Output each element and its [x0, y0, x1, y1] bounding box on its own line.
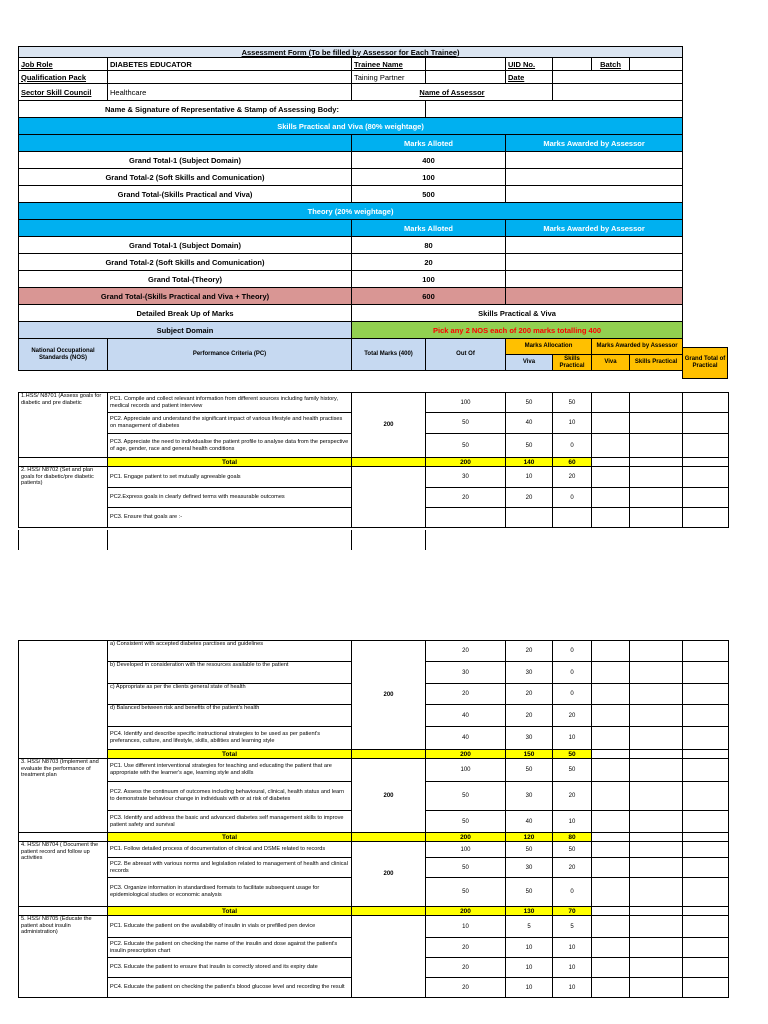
- skills-value: 20: [553, 705, 592, 727]
- total-blank: [352, 750, 426, 759]
- awarded-viva-cell[interactable]: [592, 662, 630, 684]
- skills-value: 50: [553, 393, 592, 413]
- out-of-value: [426, 508, 506, 528]
- awarded-viva-cell[interactable]: [592, 413, 630, 434]
- batch-value[interactable]: [630, 58, 683, 71]
- theory-row-value: 20: [352, 254, 506, 271]
- grand-total-cell[interactable]: [683, 938, 729, 958]
- out-of-value: 20: [426, 958, 506, 978]
- viva-value: 50: [506, 842, 553, 858]
- skills-value: 0: [553, 641, 592, 662]
- awarded-viva-cell[interactable]: [592, 727, 630, 750]
- awarded-skills-cell[interactable]: [630, 811, 683, 833]
- grand-total-cell[interactable]: [683, 916, 729, 938]
- uid-label: UID No.: [506, 58, 553, 71]
- total-out-of: 200: [426, 750, 506, 759]
- job-role-label: Job Role: [19, 58, 108, 71]
- pc-text: PC1. Educate the patient on the availability of insulin in vials or prefilled pen device: [108, 916, 352, 938]
- col-grand-total: [682, 347, 728, 379]
- nos-label: 3. HSS/ N8703 (Implement and evaluate the performance of treatment plan: [19, 759, 108, 833]
- out-of-value: 50: [426, 413, 506, 434]
- grand-total-cell[interactable]: [683, 393, 729, 413]
- awarded-viva-cell[interactable]: [592, 907, 630, 916]
- total-viva: 150: [506, 750, 553, 759]
- viva-value: 30: [506, 727, 553, 750]
- skills-value: 50: [553, 759, 592, 782]
- nos-total-marks: [352, 916, 426, 998]
- out-of-value: 30: [426, 467, 506, 488]
- batch-label: Batch: [592, 58, 630, 71]
- awarded-skills-cell[interactable]: [630, 684, 683, 705]
- nos-label: 2. HSS/ N8702 (Set and plan goals for diabetic/pre diabetic patients): [19, 467, 108, 528]
- awarded-viva-cell[interactable]: [592, 958, 630, 978]
- trainee-name-label: Trainee Name: [352, 58, 426, 71]
- viva-value: 30: [506, 782, 553, 811]
- out-of-value: 20: [426, 641, 506, 662]
- viva-value: 20: [506, 684, 553, 705]
- total-skills: 50: [553, 750, 592, 759]
- nos-total-marks: 200: [352, 759, 426, 833]
- grand-total-cell[interactable]: [683, 641, 729, 662]
- out-of-value: 30: [426, 662, 506, 684]
- pc-text: PC1. Use different interventional strategies for teaching and educating the patient that are appropriate with the learner's age, learning style and skills: [108, 759, 352, 782]
- skills-value: 0: [553, 684, 592, 705]
- skills-marks-awarded: Marks Awarded by Assessor: [506, 135, 683, 152]
- training-partner-label: Taining Partner: [352, 71, 426, 84]
- pc-text: PC1. Follow detailed process of documentation of clinical and DSME related to records: [108, 842, 352, 858]
- grand-total-cell[interactable]: [683, 508, 729, 528]
- awarded-viva-cell[interactable]: [592, 684, 630, 705]
- awarded-skills-cell[interactable]: [630, 938, 683, 958]
- awarded-viva-cell[interactable]: [592, 858, 630, 878]
- awarded-viva-cell[interactable]: [592, 434, 630, 458]
- pc-text: PC2. Educate the patient on checking the name of the insulin and dose against the patient's insulin prescription chart: [108, 938, 352, 958]
- trainee-name-value[interactable]: [426, 58, 506, 71]
- awarded-viva-cell[interactable]: [592, 641, 630, 662]
- page-1-continuation-lines: [18, 530, 728, 550]
- awarded-viva-cell[interactable]: [592, 393, 630, 413]
- awarded-skills-cell[interactable]: [630, 759, 683, 782]
- signature-label: Name & Signature of Representative & Stamp of Assessing Body:: [19, 101, 426, 118]
- awarded-skills-cell[interactable]: [630, 916, 683, 938]
- theory-blank: [19, 220, 352, 237]
- grand-total-awarded[interactable]: [506, 288, 683, 305]
- grand-total-cell[interactable]: [683, 833, 729, 842]
- total-label: Total: [108, 833, 352, 842]
- skills-value: 20: [553, 467, 592, 488]
- col-total-marks: Total Marks (400): [352, 339, 426, 371]
- nos-total-marks: [352, 467, 426, 528]
- awarded-skills-cell[interactable]: [630, 907, 683, 916]
- skills-value: 0: [553, 434, 592, 458]
- pc-text: c) Appropriate as per the clients general state of health: [108, 684, 352, 705]
- awarded-skills-cell[interactable]: [630, 750, 683, 759]
- pc-text: PC1. Engage patient to set mutually agreeable goals: [108, 467, 352, 488]
- skills-row-awarded[interactable]: [506, 169, 683, 186]
- grand-total-value: 600: [352, 288, 506, 305]
- awarded-skills-cell[interactable]: [630, 458, 683, 467]
- total-viva: 140: [506, 458, 553, 467]
- pc-text: d) Balanced between risk and benefits of the patient's health: [108, 705, 352, 727]
- out-of-value: 40: [426, 727, 506, 750]
- nos-blank: [19, 458, 108, 467]
- grand-total-cell[interactable]: [683, 458, 729, 467]
- theory-marks-awarded: Marks Awarded by Assessor: [506, 220, 683, 237]
- skills-value: 10: [553, 413, 592, 434]
- skills-value: [553, 508, 592, 528]
- total-skills: 70: [553, 907, 592, 916]
- viva-value: 50: [506, 878, 553, 907]
- theory-row-awarded[interactable]: [506, 254, 683, 271]
- skills-row-value: 400: [352, 152, 506, 169]
- date-value[interactable]: [553, 71, 683, 84]
- out-of-value: 50: [426, 811, 506, 833]
- skills-section-title: Skills Practical and Viva (80% weightage): [19, 118, 683, 135]
- viva-value: 50: [506, 434, 553, 458]
- awarded-viva-cell[interactable]: [592, 467, 630, 488]
- out-of-value: 20: [426, 938, 506, 958]
- pc-text: b) Developed in consideration with the resources available to the patient: [108, 662, 352, 684]
- col-awarded-viva: Viva: [592, 355, 630, 371]
- awarded-skills-cell[interactable]: [630, 641, 683, 662]
- theory-section-title: Theory (20% weightage): [19, 203, 683, 220]
- out-of-value: 50: [426, 858, 506, 878]
- out-of-value: 100: [426, 842, 506, 858]
- total-label: Total: [108, 750, 352, 759]
- total-label: Total: [108, 458, 352, 467]
- viva-value: 20: [506, 488, 553, 508]
- training-partner-value[interactable]: [426, 71, 506, 84]
- viva-value: 10: [506, 958, 553, 978]
- col-viva: Viva: [506, 355, 553, 371]
- job-role-value: DIABETES EDUCATOR: [108, 58, 352, 71]
- page-2-nos-table: [18, 640, 729, 998]
- grand-total-cell[interactable]: [683, 750, 729, 759]
- theory-row-value: 80: [352, 237, 506, 254]
- awarded-skills-cell[interactable]: [630, 858, 683, 878]
- viva-value: 30: [506, 858, 553, 878]
- col-marks-allocation: Marks Allocation: [506, 339, 592, 355]
- skills-blank: [19, 135, 352, 152]
- skills-row-label: Grand Total-1 (Subject Domain): [19, 152, 352, 169]
- total-blank: [352, 907, 426, 916]
- awarded-viva-cell[interactable]: [592, 705, 630, 727]
- awarded-skills-cell[interactable]: [630, 833, 683, 842]
- col-awarded-skills: Skills Practical: [630, 355, 683, 371]
- skills-marks-alloted: Marks Alloted: [352, 135, 506, 152]
- grand-total-cell[interactable]: [683, 878, 729, 907]
- grand-total-cell[interactable]: [683, 907, 729, 916]
- skills-value: 0: [553, 488, 592, 508]
- out-of-value: 10: [426, 916, 506, 938]
- ssc-label: Sector Skill Council: [19, 84, 108, 101]
- qualification-pack-value[interactable]: [108, 71, 352, 84]
- pc-text: a) Consistent with accepted diabetes parctises and guidelines: [108, 641, 352, 662]
- total-out-of: 200: [426, 833, 506, 842]
- qualification-pack-label: Qualification Pack: [19, 71, 108, 84]
- skills-value: 20: [553, 858, 592, 878]
- out-of-value: 20: [426, 684, 506, 705]
- col-marks-awarded: Marks Awarded by Assessor: [592, 339, 683, 355]
- page-1-nos-table: [18, 392, 729, 528]
- awarded-skills-cell[interactable]: [630, 727, 683, 750]
- skills-value: 5: [553, 916, 592, 938]
- theory-row-label: Grand Total-2 (Soft Skills and Comunication): [19, 254, 352, 271]
- skills-row-value: 100: [352, 169, 506, 186]
- pc-text: PC1. Compile and collect relevant information from different sources including family history, medical records and patient interview: [108, 393, 352, 413]
- grand-total-cell[interactable]: [683, 727, 729, 750]
- skills-value: 20: [553, 782, 592, 811]
- grand-total-cell[interactable]: [683, 684, 729, 705]
- grand-total-cell[interactable]: [683, 488, 729, 508]
- nos-label: [19, 641, 108, 759]
- awarded-skills-cell[interactable]: [630, 782, 683, 811]
- awarded-viva-cell[interactable]: [592, 782, 630, 811]
- out-of-value: 40: [426, 705, 506, 727]
- total-blank: [352, 458, 426, 467]
- awarded-skills-cell[interactable]: [630, 508, 683, 528]
- awarded-viva-cell[interactable]: [592, 488, 630, 508]
- date-label: Date: [506, 71, 553, 84]
- awarded-skills-cell[interactable]: [630, 434, 683, 458]
- pc-text: PC4. Educate the patient on checking the patient's blood glucose level and recording the result: [108, 978, 352, 998]
- theory-row-awarded[interactable]: [506, 237, 683, 254]
- skills-value: 50: [553, 842, 592, 858]
- pc-text: PC3. Ensure that goals are :-: [108, 508, 352, 528]
- pc-text: PC2. Appreciate and understand the significant impact of various lifestyle and health practises on management of diabetes: [108, 413, 352, 434]
- nos-blank: [19, 907, 108, 916]
- viva-value: 40: [506, 811, 553, 833]
- viva-value: [506, 508, 553, 528]
- nos-blank: [19, 833, 108, 842]
- out-of-value: 50: [426, 782, 506, 811]
- total-blank: [352, 833, 426, 842]
- viva-value: 30: [506, 662, 553, 684]
- grand-total-cell[interactable]: [683, 434, 729, 458]
- nos-label: 5. HSS/ N8705 (Educate the patient about insulin administration): [19, 916, 108, 998]
- awarded-skills-cell[interactable]: [630, 662, 683, 684]
- awarded-skills-cell[interactable]: [630, 978, 683, 998]
- awarded-skills-cell[interactable]: [630, 958, 683, 978]
- pc-text: PC3. Appreciate the need to individualise the patient profile to analyse data from the perspective of age, gender, race and general health conditions: [108, 434, 352, 458]
- nos-total-marks: 200: [352, 641, 426, 750]
- awarded-viva-cell[interactable]: [592, 878, 630, 907]
- grand-total-cell[interactable]: [683, 467, 729, 488]
- viva-value: 10: [506, 467, 553, 488]
- skills-row-label: Grand Total-2 (Soft Skills and Comunication): [19, 169, 352, 186]
- grand-total-cell[interactable]: [683, 413, 729, 434]
- awarded-viva-cell[interactable]: [592, 833, 630, 842]
- viva-value: 10: [506, 938, 553, 958]
- total-skills: 80: [553, 833, 592, 842]
- viva-value: 20: [506, 705, 553, 727]
- grand-total-cell[interactable]: [683, 958, 729, 978]
- ssc-value: Healthcare: [108, 84, 352, 101]
- subject-domain-label: Subject Domain: [19, 322, 352, 339]
- col-skills-practical: Skills Practical: [553, 355, 592, 371]
- theory-row-awarded[interactable]: [506, 271, 683, 288]
- awarded-viva-cell[interactable]: [592, 842, 630, 858]
- total-skills: 60: [553, 458, 592, 467]
- skills-value: 10: [553, 938, 592, 958]
- pc-text: PC2. Be abreast with various norms and legislation related to management of health and clinical records: [108, 858, 352, 878]
- awarded-viva-cell[interactable]: [592, 759, 630, 782]
- viva-value: 20: [506, 641, 553, 662]
- awarded-viva-cell[interactable]: [592, 978, 630, 998]
- awarded-skills-cell[interactable]: [630, 488, 683, 508]
- skills-value: 10: [553, 958, 592, 978]
- awarded-skills-cell[interactable]: [630, 878, 683, 907]
- pc-text: PC2.Express goals in clearly defined terms with measurable outcomes: [108, 488, 352, 508]
- pick-nos-text: Pick any 2 NOS each of 200 marks totalling 400: [352, 322, 683, 339]
- skills-value: 10: [553, 811, 592, 833]
- out-of-value: 50: [426, 878, 506, 907]
- grand-total-cell[interactable]: [683, 759, 729, 782]
- total-viva: 130: [506, 907, 553, 916]
- viva-value: 50: [506, 393, 553, 413]
- assessor-label: Name of Assessor: [352, 84, 553, 101]
- theory-row-label: Grand Total-(Theory): [19, 271, 352, 288]
- out-of-value: 100: [426, 393, 506, 413]
- form-title: Assessment Form (To be filled by Assessor for Each Trainee): [19, 47, 683, 58]
- skills-value: 0: [553, 662, 592, 684]
- awarded-skills-cell[interactable]: [630, 413, 683, 434]
- col-out-of: Out Of: [426, 339, 506, 371]
- col-pc: Performance Criteria (PC): [108, 339, 352, 371]
- skills-row-awarded[interactable]: [506, 152, 683, 169]
- awarded-viva-cell[interactable]: [592, 750, 630, 759]
- grand-total-cell[interactable]: [683, 705, 729, 727]
- grand-total-cell[interactable]: [683, 782, 729, 811]
- assessor-value[interactable]: [553, 84, 683, 101]
- col-nos: National Occupational Standards (NOS): [19, 339, 108, 371]
- theory-row-label: Grand Total-1 (Subject Domain): [19, 237, 352, 254]
- nos-label: 4. HSS/ N8704 ( Document the patient record and follow up activities: [19, 842, 108, 907]
- out-of-value: 20: [426, 978, 506, 998]
- nos-total-marks: 200: [352, 393, 426, 458]
- viva-value: 50: [506, 759, 553, 782]
- grand-total-cell[interactable]: [683, 811, 729, 833]
- breakup-label: Detailed Break Up of Marks: [19, 305, 352, 322]
- grand-total-cell[interactable]: [683, 978, 729, 998]
- viva-value: 40: [506, 413, 553, 434]
- awarded-skills-cell[interactable]: [630, 467, 683, 488]
- awarded-viva-cell[interactable]: [592, 916, 630, 938]
- skills-value: 10: [553, 978, 592, 998]
- pc-text: PC3. Educate the patient to ensure that insulin is correctly stored and its expiry date: [108, 958, 352, 978]
- grand-total-cell[interactable]: [683, 842, 729, 858]
- awarded-skills-cell[interactable]: [630, 705, 683, 727]
- skills-value: 0: [553, 878, 592, 907]
- total-viva: 120: [506, 833, 553, 842]
- viva-value: 10: [506, 978, 553, 998]
- total-out-of: 200: [426, 907, 506, 916]
- skills-row-value: 500: [352, 186, 506, 203]
- breakup-right: Skills Practical & Viva: [352, 305, 683, 322]
- col-grand-total-label: Grand Total of Practical: [684, 356, 726, 369]
- nos-total-marks: 200: [352, 842, 426, 907]
- skills-value: 10: [553, 727, 592, 750]
- pc-text: PC3. Organize information in standardised formats to facilitate subsequent usage for epidemiological studies or economic analysis: [108, 878, 352, 907]
- total-label: Total: [108, 907, 352, 916]
- assessment-form-page-1: [18, 46, 683, 371]
- grand-total-cell[interactable]: [683, 662, 729, 684]
- awarded-skills-cell[interactable]: [630, 393, 683, 413]
- awarded-skills-cell[interactable]: [630, 842, 683, 858]
- uid-value[interactable]: [553, 58, 592, 71]
- out-of-value: 20: [426, 488, 506, 508]
- grand-total-cell[interactable]: [683, 858, 729, 878]
- grand-total-label: Grand Total-(Skills Practical and Viva + Theory): [19, 288, 352, 305]
- pc-text: PC2. Assess the continuum of outcomes including behavioural, clinical, health status and learn to demonstrate behaviour change in individuals with or at risk of diabetes: [108, 782, 352, 811]
- awarded-viva-cell[interactable]: [592, 811, 630, 833]
- awarded-viva-cell[interactable]: [592, 508, 630, 528]
- pc-text: PC3. Identify and address the basic and advanced diabetes self management skills to improve patient safety and survival: [108, 811, 352, 833]
- awarded-viva-cell[interactable]: [592, 938, 630, 958]
- pc-text: PC4. Identify and describe specific instructional strategies to be used as per patient's preferances, culture, and lifestyle, skills, abilities and learning style: [108, 727, 352, 750]
- out-of-value: 50: [426, 434, 506, 458]
- viva-value: 5: [506, 916, 553, 938]
- awarded-viva-cell[interactable]: [592, 458, 630, 467]
- out-of-value: 100: [426, 759, 506, 782]
- theory-marks-alloted: Marks Alloted: [352, 220, 506, 237]
- skills-row-awarded[interactable]: [506, 186, 683, 203]
- signature-value[interactable]: [426, 101, 683, 118]
- nos-label: 1.HSS/ N8701 (Assess goals for diabetic and pre diabetic: [19, 393, 108, 458]
- total-out-of: 200: [426, 458, 506, 467]
- theory-row-value: 100: [352, 271, 506, 288]
- skills-row-label: Grand Total-(Skills Practical and Viva): [19, 186, 352, 203]
